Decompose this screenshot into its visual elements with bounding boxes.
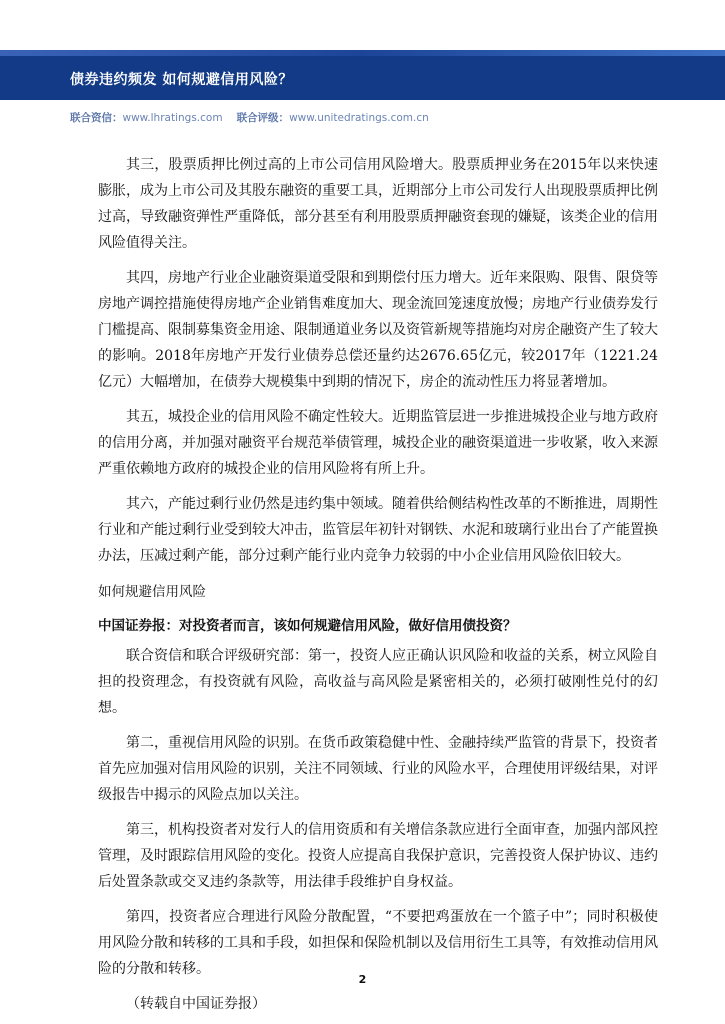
page-number: 2	[358, 973, 367, 986]
unitedratings-label: 联合评级：	[236, 112, 290, 124]
paragraph: 第四，投资者应合理进行风险分散配置，“不要把鸡蛋放在一个篮子中”；同时积极使用风险分散和转移的工具和手段，如担保和保险机制以及信用衍生工具等，有效推动信用风险的分散和转移。	[98, 909, 658, 977]
paragraph: 其五，城投企业的信用风险不确定性较大。近期监管层进一步推进城投企业与地方政府的信用分离，并加强对融资平台规范举债管理，城投企业的融资渠道进一步收紧，收入来源严重依赖地方政府的城投企业的信用风险将有所上升。	[98, 409, 658, 477]
source-note: （转载自中国证券报）	[126, 996, 266, 1012]
section-heading: 如何规避信用风险	[98, 584, 206, 600]
article-body	[98, 152, 658, 1017]
page-title: 债券违约频发 如何规避信用风险？	[70, 72, 293, 88]
paragraph: 其三，股票质押比例过高的上市公司信用风险增大。股票质押业务在2015年以来快速膨胀，成为上市公司及其股东融资的重要工具，近期部分上市公司发行人出现股票质押比例过高，导致融资弹性严重降低，部分甚至有利用股票质押融资套现的嫌疑，该类企业的信用风险值得关注。	[98, 157, 658, 251]
paragraph: 第三，机构投资者对发行人的信用资质和有关增信条款应进行全面审查，加强内部风控管理，及时跟踪信用风险的变化。投资人应提高自我保护意识，完善投资人保护协议、违约后处置条款或交叉违约条款等，用法律手段维护自身权益。	[98, 822, 658, 890]
paragraph: 联合资信和联合评级研究部：第一，投资人应正确认识风险和收益的关系，树立风险自担的投资理念，有投资就有风险，高收益与高风险是紧密相关的，必须打破刚性兑付的幻想。	[98, 648, 658, 716]
paragraph: 其四，房地产行业企业融资渠道受限和到期偿付压力增大。近年来限购、限售、限贷等房地产调控措施使得房地产企业销售难度加大、现金流回笼速度放慢；房地产行业债券发行门槛提高、限制募集资金用途、限制通道业务以及资管新规等措施均对房企融资产生了较大的影响。2018年房地产开发行业债券总偿还量约达2676.65亿元，较2017年（1221.24亿元）大幅增加，在债券大规模集中到期的情况下，房企的流动性压力将显著增加。	[98, 270, 658, 390]
unitedratings-link[interactable]: www.unitedratings.com.cn	[289, 112, 429, 124]
paragraph: 其六，产能过剩行业仍然是违约集中领域。随着供给侧结构性改革的不断推进，周期性行业和产能过剩行业受到较大冲击，监管层年初针对钢铁、水泥和玻璃行业出台了产能置换办法，压减过剩产能，部分过剩产能行业内竞争力较弱的中小企业信用风险依旧较大。	[98, 496, 658, 564]
lhratings-link[interactable]: www.lhratings.com	[122, 112, 223, 124]
paragraph: 第二，重视信用风险的识别。在货币政策稳健中性、金融持续严监管的背景下，投资者首先应加强对信用风险的识别，关注不同领域、行业的风险水平，合理使用评级结果，对评级报告中揭示的风险点加以关注。	[98, 735, 658, 803]
header-banner	[0, 50, 725, 100]
lhratings-label: 联合资信：	[70, 112, 123, 124]
website-line	[70, 110, 429, 125]
interview-question: 中国证券报：对投资者而言，该如何规避信用风险，做好信用债投资？	[98, 618, 517, 634]
